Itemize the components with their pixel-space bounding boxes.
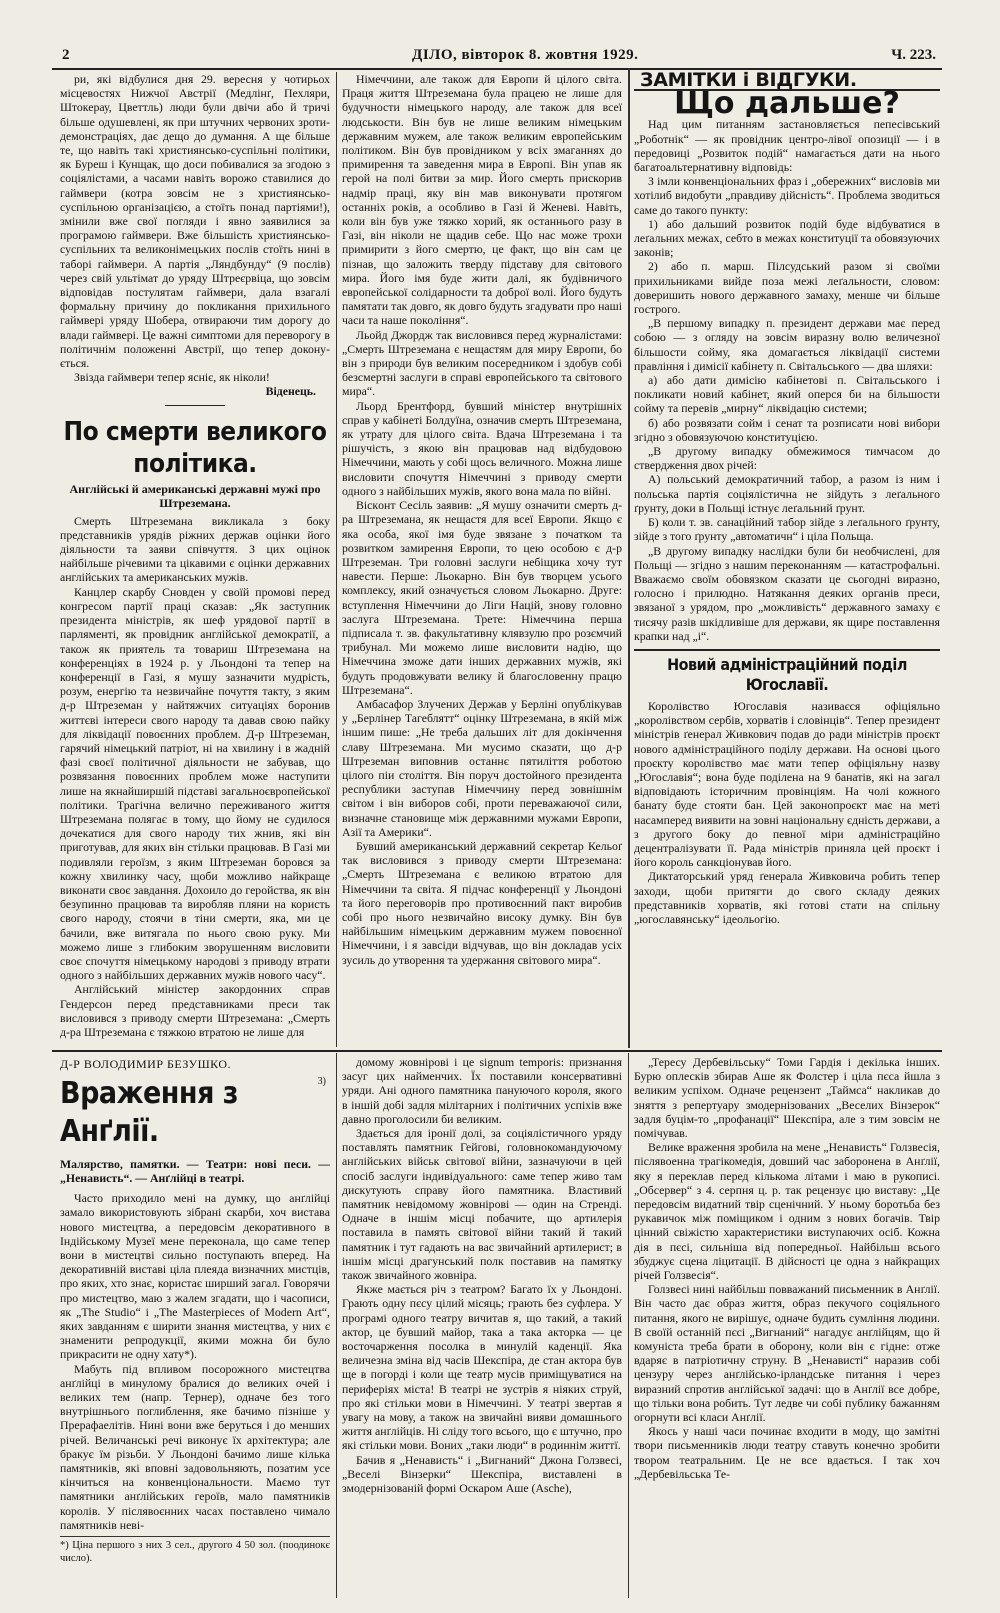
separator — [634, 649, 940, 651]
article-text: Голзвесі нині найбільш повважаний письменник в Анґлії. Він часто дає образ життя, образ пекучого соціяльного питання, якого не вирішує, одначе будить сумління людини. В своїй останній пєсі „Вигнаний“ нагадує анґлійцям, що й комуніста треба брати в оборону, коли він є гідне: отже вдаряє в патріотичну струну. В „Ненависті“ наразив собі цензуру через анґлійсько-ірландське питання і через виразний спротив анґлійської задачі: що в Анґлії все добре, що тільки вона робить. Тут ледве чи собі публику бажанням огорнути всі класи Анґлії. — [634, 1282, 940, 1425]
article-text: Велике враження зробила на мене „Ненависть“ Голзвесія, післявоенна трагікомедія, довший час заборонена в Анґлії, яку я переклав перед кількома літами і маю в рукописі. „Обсервер“ з 4. серпня ц. р. так рецензує цю виставу: „Це передовсім видатний твір сценічний. У ньому боротьба без рукавичок між поміщиком і одним з нових богачів. Твір цінний свіжістю характеристики виступаючих осіб. Кожна дія в пєсі, сильніша від попередньої. Найбільш всього збуджує сцена ліцитації. В дійсності це одна з найкращих річей Голзвесія“. — [634, 1140, 940, 1283]
article-text: Часто приходило мені на думку, що анґлійці замало використовують зібрані скарби, хоч виставa нового мистецтва, а передовсім декоративного в Індійському Музеї мене переконала, що саме тепер вони в мистецтві сильно поступають вперед. На декоративній виставі ціла плеяда визначних мистців, про яких, хто знає, користає ширший загал. Говорячи про мистецтво, маю з жалем згадати, що і часописи, як „The Studio“ і „The Masterpieces of Modern Art“, яких завданням є ширити знання мистецтва, у них є знаменити репродукції, якими можна би було прикрасити не одну хату*). — [60, 1191, 330, 1362]
article-title: Що дальше? — [674, 86, 900, 122]
article-text: „В другому випадку наслідки були би необчислені, для Польщі — згідно з нашим переконанням — катастрофальні. Вважаємо своїм обовязком сказати це сьогодні виразно, голосно і прилюдно. Натякання деяких органів преси, звязаної з урядом, про „можливість“ державного замаху є тисячу разів шкідливіше для держави, як щире поставлення крапки над „і“. — [634, 543, 940, 643]
column-rule — [336, 1053, 337, 1598]
article-text: „Тересу Дербевільську“ Томи Гардія і декілька інших. Бурю оплесків збирав Аше як Фолстер і ціла пєса йшла з великим успіхом. Одначе рецензент „Таймса“ накликав до зняття з репертуару змодернізованих „Веселих Вінзерок“ задля буцім-то „профанації“ Шекспіра, але з тим зовсім не помічував. — [634, 1055, 940, 1141]
article-text: Б) коли т. зв. санаційний табор зійде з леґального ґрунту, зійде з того ґрунту „автоматичн“ і ціла Польща. — [634, 515, 940, 544]
column-2 — [342, 72, 622, 1047]
section-divider — [52, 1050, 942, 1052]
article-text: Бувший американський державний секретар Кельоґ так висловився з приводу смерти Штреземана: „Смерть Штреземана є великою втратою для Німеччини та світа. Я підчас конференції у Льондоні та його переговорів про противоєнний пакт виробив собі про нього незвичайно високу думку. Він був найбільшим німецьким державним мужем повоєнної Німеччини, і я завсіди відчував, що він докладав усіх зусиль до утворення та удержання світового мира“. — [342, 838, 622, 967]
column-rule — [628, 1053, 629, 1598]
column-3 — [634, 70, 940, 1048]
masthead-date: ДІЛО, вівторок 8. жовтня 1929. — [412, 47, 639, 63]
article-text: Амбасафор Злучених Держав у Берліні опублікував у „Берлінер Тагеблятт“ оцінку Штреземана, в якій між іншим пише: „Не треба дальших літ для докінчення славу Штреземана. Ми мусимо сказати, що д-р Штреземан виповнив останнє пятиліття роботою цілого піи століття. Він поруч достойного президента республики заступав Німеччину перед зовнішнім світом і він виборов собі, проти переважаючої сили, визначне становище між державними мужами Европи, Азії та Америки“. — [342, 696, 622, 839]
footnote: *) Ціна першого з них 3 сел., другого 4 50 зол. (поодинокє число). — [60, 1536, 330, 1565]
issue-number: Ч. 223. — [891, 47, 936, 63]
section-heading: ЗАМІТКИ і ВІДГУКИ. — [634, 70, 940, 91]
article-text: Якже мається річ з театром? Багато їх у Льондоні. Грають одну пєсу цілий місяць; грають без суфлера. У програмі одного театру вичитав я, що такий, а такий актор, це бувший майор, така а така акторка — це восточарження посолка в минулій каденції. Яка величезна зміна від часів Шекспіра, де стан актора був ще в погорді і коли ще театр мусів приміщуватися на периферіях міста! В театрі не зустрів я ніяких струй, про які стільки мови в Німеччині. У театрі звертав я увагу на мову, а також на звичайні вияви домашнього життя анґлійців. Ні сліду того всього, що є штучно, про які стільки мови. Воних „таки люди“ в родиннім життї. — [342, 1282, 622, 1453]
article-title: По смерти великого політика. — [63, 416, 327, 479]
author-byline: Д-Р ВОЛОДИМИР БЕЗУШКО. — [60, 1057, 232, 1071]
article-text: „В першому випадку п. президент держави має перед собою — з огляду на зовсім виразну волю величезної більшости сойму, яка домагається ліквідації системи правління і димісії кабінету п. Світальського — два шляхи: — [634, 316, 940, 373]
article-text: Диктаторський уряд ґенерала Живковича робить тепер заходи, щоби притягти до свого складу деяких представників хорватів, які готові стати на спільну „югославянську“ ідеольогію. — [634, 869, 940, 926]
article-subtitle: Малярство, памятки. — Театри: нові песи. — „Ненависть“. — Анґлійці в театрі. — [60, 1157, 330, 1186]
article-text: Німеччини, але також для Европи й цілого світа. Праця життя Штреземана була працею не лише для будучности німецького народу, але також для всеї людськости. Він був не лише великим німецьким державним мужем, але також великим европейським політиком. Він був провідником у всіх змаганнях до примирення та заведення мира в Европі. Він упав як герой на полі битви за мир. Його смерть прискорив надмір праці, яку він мав виконувати протягом останніх років, а особливо в Газі й Женеві. Навіть, коли він був уже тяжко хорий, як останнього разу в Газі, він ніколи не щадив себе. Що нас може трохи примирити з його смертю, це факт, що він сам це пізнав, що заложить тверду підставу для світового мира. Його імя буде жити далі, як будівничого европейської солідарности та доброї волі. Його будуть памятати так довго, як довго будуть згадувати про наші часи та наше покоління“. — [342, 72, 622, 328]
article-text: Звізда гаймвери тепер ясніє, як ніколи! — [74, 370, 270, 385]
article-text: „В другому випадку обмежимося тимчасом до ствердження двох річей: — [634, 444, 940, 473]
article-text: а) або дати димісію кабінетові п. Світальського і покликати новий кабінет, який оперся би на більшости сойму та перевів „мирну“ ліквідацію системи; — [634, 373, 940, 416]
bottom-column-3 — [634, 1055, 940, 1595]
article-text: Англійський міністер закордонних справ Гендерсон перед представниками преси так висловився з приводу смерти Штреземана: „Смерть д-ра Штреземана є тяжкою втратою не лише для — [60, 982, 330, 1039]
article-text: домому жовнірові і це signum temporis: признання засуг цих найменчих. Їх поставили консервативні уряди. Ані одного памятника пануючого короля, якого в іншій добі задля мілітарних і політичних успіхів вже давно проголосили би великим. — [342, 1055, 622, 1126]
article-text: А) польський демократичний табор, а разом із ним і польська партія соціялістична не зійдуть з леґального ґрунту, доки в Польщі істнує леґальний ґрунт. — [634, 472, 940, 515]
article-text: 1) або дальший розвиток подій буде відбуватися в леґальних межах, себто в межах конституції та обовязуючих законів; — [634, 216, 940, 260]
article-text: Віскoнт Сесіль заявив: „Я мушу означити смерть д-ра Штреземана, як нещастя для всеї Европи. Якщо є яка особа, якої імя буде звязане з початком та розвитком замирення Европи, то цею особою є д-р Штреземан. Три головні заслуги небіщика хочу тут навести. Перше: Льокарно. Він був творцем усього комплексу, який означується словом Льокарно. Друге: вступлення Німеччини до Ліги Націй, знову головно заслуга Штреземана. Трете: Німеччина перша підписала т. зв. факультативну клявзулю про розємчий трибунал. Ми можемо лише висловити надію, що Німеччина зможе дати інших державних мужів, які будуть продовжувати велику й благословенну працю Штреземана“. — [342, 498, 622, 697]
article-text: Канцлер скарбу Сновден у своїй промові перед конгресом партії праці сказав: „Як заступник президента міністрів, як шеф урядової партії в парляменті, як провідник англійської демократії, а також як приятель та товариш Штреземана на конференціях в 1924 р. у Льондоні та тепер на конференції в Газі, я мушу зазначити мудрість, розум, енергію та незвичайне почуття такту, з яким д-р Штреземан у найтяжчих ситуаціях боронив життєві інтереси свого народу та давав свою пайку для ліквідації повоєнних проблем. Д-р Штреземан, гарячий німецький патріот, ні на хвилину і в жадній фазі своєї політичної діяльности не забував, що розвязання повоєнних проблем може наступити лише на якнайширшій підставі загальноєвропейської політики. Трагічна величнo переживаного життя Штреземана полягає в тому, що йому не судилося дочекатися для свого народу тих жнив, які він приготував, для яких він стільки працював. В Газі ми подивляли героїзм, з яким Штреземан боровся за кожну хвилинку часу, щоби можливо найкраще виконати своє завдання. Дохоило до геройства, як він безупинно працював та виробляв пляни на користь свого народу, стоячи в тіни смерти, яка, ми це бачили, вже витягала по нього свою руку. Ми можемо лише з глибоким зворушенням висловити своє спочуття німецькому народові з приводу втрати одного з найбільших державних мужів нового часу“. — [60, 584, 330, 983]
article-text: б) або розвязати сойм і сенат та розписати нові вибори згідно з обовязуючою конституцією. — [634, 415, 940, 444]
article-title: Новий адміністраційний поділ Югославії. — [667, 654, 907, 694]
column-rule — [336, 72, 337, 1047]
separator — [165, 405, 225, 406]
article-text: ри, які відбулися дня 29. вересня у чотирьох місцевостях Нижчої Австрії (Медлінґ, Пехляри, Штокерау, Цветтль) люди були двічи або й тричі більше одушевлені, як при штучних червоних зротидемонстраціях, дає дещо до думання. А ще більше те, що навіть такі християнсько-суспільні політики, як Буреш і Кунщак, що доси побивалися за згодою з соціялістами, а часами навіть ворожо ставилися до гаймвери (котра зовсім не з християнсько-суспільною організацією, а стоїть понад партіями!), змінили вже свої погляди і явно заявилися за програмою гаймвери. Вже більшість християнсько-суспільних та великонімецьких послів стоїть нині в таборі гаймвери. А партія „Ляндбунду“ (9 послів) через свій ультімат до уряду Штреєрвіца, що зовсім відповідав постулятам гаймвери, дала взагалі формальну причину до покликання прихильного гаймвері уряду Шобера, отвираючи тим дорогу до влади гаймвері. Це важні симптоми для переворогу в політичнім положенні Австрії, що тепер доконується. — [60, 72, 330, 371]
article-subtitle: Англійські й американські державні мужі про Штреземана. — [69, 481, 321, 510]
column-rule — [628, 68, 630, 1048]
article-text: Мабуть під впливом посорожного мистецтва анґлійці в минулому бралися до великих очей і великих тем (напр. Тернер), одначе без того внутрішнього поглиблення, яке бачимо пізніше у Прерафаелітів. Нині вони вже беруться і до менших річей. Величанські речі виконує їх архітектура; але бракує їм різьби. У Льондоні бачимо лише кілька памятників, які вповні задовольняють, позатим усе кінчиться на конвенціональности. Маємо тут памятники анґлійських героїв, мало памятників королів. У післявоєнних часах поставлено чимало памятників неві- — [60, 1361, 330, 1532]
page-number: 2 — [62, 47, 70, 63]
footnote-marker: 3) — [317, 1076, 326, 1088]
article-text: Смерть Штреземана викликала з боку представників урядів ріжних держав оцінки його діяльности та заяви співчуття. З цих оцінок найбільше річевими та цікавими є оцінки державних англійських та американських мужів. — [60, 513, 330, 585]
article-title: Враження з Анґлії. — [60, 1076, 238, 1150]
signature: Віденець. — [265, 384, 316, 399]
article-text: Здається для іронії долі, за соціялістичного уряду поставлять памятник Гейгові, головнокомандуючому анґлійських військ світової війни, зазначуючи в цей спосіб заслуги індивідуального: саме тепер живо там дискутують справу його памятника. Властивий памятник невідомому жовнірові — один на Стренді. Одначе в іншім місці побачите, що артилерія поставила в память світової війни такий й такий памятник і тут гадають на вас звичайний артилерист; в іншім місці драгунський полк поставив на памятку також звичайного жовніра. — [342, 1126, 622, 1283]
article-text: 2) або п. марш. Пілсудський разом зі своїми прихильниками вийде поза межі леґальности, словом: доверишить нового державного замаху, менше чи більше гострого. — [634, 259, 940, 317]
article-text: Королівство Югославія називаєся офіціяльно „королівством сербів, хорватів і словінців“. Тепер президент міністрів ґенерал Живкович подав до ради міністрів проєкт нового адміністраційного поділу держави. На основі цього проєкту королівство має мати тепер офіціяльну назву „Югославія“; вона буде поділена на 9 банатів, які на загал відповідають історичним провінціям. На чолі кожного банату буде стояти бан. Цей законопроєкт має на меті насампеpед виявити на зовні національну єдність держави, а з другого боку до певної міри адміністраційно децентралізувати її. Рада міністрів приняла цей проєкт і його король санкціонував його. — [634, 698, 940, 870]
article-text: Льойд Джордж так висловився перед журналістами: „Смерть Штреземана є нещастям для миру Европи, бо він з природи був великим посередником і здобув собі безсмертні заслуги в справі европейського та світового мира“. — [342, 327, 622, 399]
article-text: Бачив я „Ненависть“ і „Вигнаний“ Джона Голзвесі, „Веселі Вінзерки“ Шекспіра, виставлені в змодернізованій формі Оскаром Аше (Asche), — [342, 1452, 622, 1496]
article-text: З імли конвенціональних фраз і „обережних“ висловів ми хотілиб видобути „правдиву дійсність“. Проблема зводиться саме до такого пункту: — [634, 174, 940, 217]
page-header — [52, 46, 942, 70]
bottom-column-1 — [60, 1055, 330, 1595]
article-text: Якось у наші часи починає входити в моду, що замітні твори письменників люди театру ставуть конечно зробити твором театральним. Це не все вдається. І так хоч „Дербевільська Те- — [634, 1424, 940, 1481]
bottom-column-2 — [342, 1055, 622, 1595]
article-text: Над цим питанням застановляється пепесівський „Роботнік“ — як провідник центро-лівої опозиції — і в передовиці „Розвиток подій“ намагається дати на нього багатоальтернативну відповідь: — [634, 117, 940, 175]
column-1 — [60, 72, 330, 1047]
article-text: Льорд Брентфорд, бувший міністер внутрішніх справ у кабінеті Болдуїна, означив смерть Штреземана, як утрату для цілого світа. Вдача Штреземана і та рішучість, з якою він працював над відбудовою Німеччини, мають у собі щось величного. Можна лише висловити спочуття Німеччині з приводу смерти одного з найбільших мужів, якого вона мала по війні. — [342, 398, 622, 498]
